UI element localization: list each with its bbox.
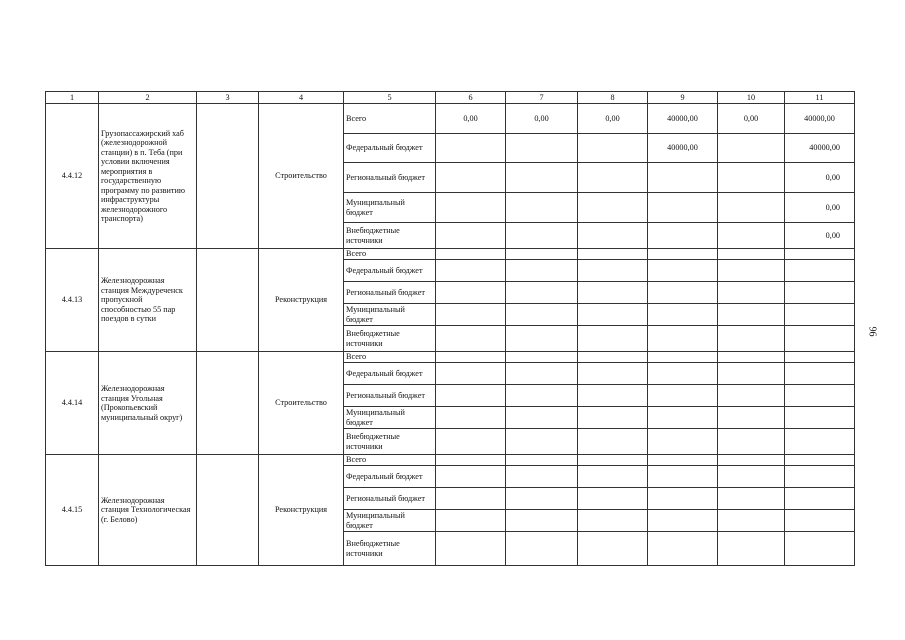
value-cell: [436, 223, 506, 249]
value-cell: [785, 510, 855, 532]
value-cell: [506, 455, 578, 466]
funding-source: Всего: [344, 104, 436, 134]
value-cell: 0,00: [785, 163, 855, 193]
header-cell: 9: [648, 92, 718, 104]
funding-source: Муниципальный бюджет: [344, 510, 436, 532]
funding-source: Всего: [344, 352, 436, 363]
value-cell: [506, 223, 578, 249]
value-cell: [718, 193, 785, 223]
item-name: Грузопассажирский хаб (железнодорожной станции) в п. Теба (при условии включения мероприятия в государственную программу по развитию инфраструктуры железнодорожного транспорта): [99, 104, 197, 249]
funding-source: Региональный бюджет: [344, 488, 436, 510]
header-cell: 4: [259, 92, 344, 104]
page-number: 96: [866, 326, 878, 337]
funding-source: Федеральный бюджет: [344, 466, 436, 488]
value-cell: [718, 163, 785, 193]
value-cell: [648, 260, 718, 282]
value-cell: [718, 260, 785, 282]
value-cell: [436, 466, 506, 488]
value-cell: [436, 163, 506, 193]
header-cell: 1: [46, 92, 99, 104]
value-cell: [718, 304, 785, 326]
funding-source: Всего: [344, 249, 436, 260]
value-cell: [718, 407, 785, 429]
value-cell: 0,00: [718, 104, 785, 134]
value-cell: [718, 363, 785, 385]
value-cell: [436, 134, 506, 163]
value-cell: [578, 407, 648, 429]
item-number: 4.4.12: [46, 104, 99, 249]
value-cell: [578, 510, 648, 532]
value-cell: [785, 532, 855, 566]
value-cell: [506, 407, 578, 429]
value-cell: [578, 193, 648, 223]
header-row: [46, 92, 855, 104]
value-cell: [436, 352, 506, 363]
item-name: Железнодорожная станция Угольная (Прокопьевский муниципальный округ): [99, 352, 197, 455]
value-cell: [718, 282, 785, 304]
value-cell: [785, 363, 855, 385]
header-cell: 2: [99, 92, 197, 104]
value-cell: [785, 429, 855, 455]
value-cell: [436, 429, 506, 455]
value-cell: [648, 304, 718, 326]
item-name: Железнодорожная станция Технологическая (г. Белово): [99, 455, 197, 566]
value-cell: [648, 223, 718, 249]
item-type: Строительство: [259, 352, 344, 455]
value-cell: [578, 363, 648, 385]
value-cell: [506, 282, 578, 304]
value-cell: [506, 260, 578, 282]
value-cell: [436, 488, 506, 510]
value-cell: [785, 304, 855, 326]
funding-source: Внебюджетные источники: [344, 326, 436, 352]
value-cell: [436, 385, 506, 407]
item-col3: [197, 352, 259, 455]
funding-source: Федеральный бюджет: [344, 260, 436, 282]
budget-table: [45, 91, 855, 566]
value-cell: [718, 532, 785, 566]
value-cell: [436, 532, 506, 566]
value-cell: [718, 466, 785, 488]
item-number: 4.4.15: [46, 455, 99, 566]
funding-source: Внебюджетные источники: [344, 532, 436, 566]
header-cell: 11: [785, 92, 855, 104]
table-row: [46, 104, 855, 134]
item-number: 4.4.14: [46, 352, 99, 455]
value-cell: [506, 326, 578, 352]
value-cell: [436, 363, 506, 385]
value-cell: [578, 282, 648, 304]
item-type: Строительство: [259, 104, 344, 249]
funding-source: Всего: [344, 455, 436, 466]
header-cell: 3: [197, 92, 259, 104]
item-number: 4.4.13: [46, 249, 99, 352]
value-cell: [648, 249, 718, 260]
value-cell: [785, 455, 855, 466]
value-cell: 0,00: [506, 104, 578, 134]
value-cell: [785, 352, 855, 363]
value-cell: [648, 193, 718, 223]
value-cell: [578, 352, 648, 363]
value-cell: [506, 532, 578, 566]
funding-source: Региональный бюджет: [344, 385, 436, 407]
table-row: [46, 249, 855, 260]
value-cell: 40000,00: [648, 134, 718, 163]
value-cell: [506, 488, 578, 510]
value-cell: [436, 260, 506, 282]
value-cell: [436, 407, 506, 429]
value-cell: [578, 455, 648, 466]
value-cell: [506, 304, 578, 326]
header-cell: 7: [506, 92, 578, 104]
table-body: [46, 92, 855, 566]
value-cell: [436, 249, 506, 260]
value-cell: [718, 455, 785, 466]
item-col3: [197, 455, 259, 566]
table-row: [46, 455, 855, 466]
value-cell: [578, 304, 648, 326]
value-cell: [648, 488, 718, 510]
value-cell: [578, 488, 648, 510]
value-cell: [648, 363, 718, 385]
value-cell: [648, 163, 718, 193]
value-cell: [648, 352, 718, 363]
value-cell: [718, 249, 785, 260]
value-cell: [785, 385, 855, 407]
value-cell: 0,00: [436, 104, 506, 134]
item-name: Железнодорожная станция Междуреченск пропускной способностью 55 пар поездов в сутки: [99, 249, 197, 352]
value-cell: [506, 363, 578, 385]
value-cell: [578, 466, 648, 488]
funding-source: Внебюджетные источники: [344, 223, 436, 249]
value-cell: [648, 385, 718, 407]
value-cell: [506, 429, 578, 455]
value-cell: [506, 134, 578, 163]
funding-source: Муниципальный бюджет: [344, 304, 436, 326]
value-cell: [578, 134, 648, 163]
funding-source: Региональный бюджет: [344, 163, 436, 193]
value-cell: 0,00: [785, 223, 855, 249]
value-cell: [436, 193, 506, 223]
funding-source: Муниципальный бюджет: [344, 407, 436, 429]
value-cell: [578, 429, 648, 455]
value-cell: 40000,00: [785, 104, 855, 134]
value-cell: [506, 510, 578, 532]
value-cell: [648, 466, 718, 488]
value-cell: [578, 532, 648, 566]
value-cell: [785, 326, 855, 352]
value-cell: [578, 249, 648, 260]
value-cell: [718, 488, 785, 510]
value-cell: [785, 249, 855, 260]
value-cell: [718, 510, 785, 532]
value-cell: [648, 326, 718, 352]
value-cell: [718, 352, 785, 363]
value-cell: [506, 193, 578, 223]
value-cell: [648, 407, 718, 429]
value-cell: [648, 282, 718, 304]
value-cell: 0,00: [578, 104, 648, 134]
value-cell: [718, 134, 785, 163]
value-cell: [785, 282, 855, 304]
value-cell: [436, 455, 506, 466]
value-cell: [506, 385, 578, 407]
value-cell: [718, 326, 785, 352]
value-cell: [506, 352, 578, 363]
item-type: Реконструкция: [259, 455, 344, 566]
header-cell: 8: [578, 92, 648, 104]
value-cell: [578, 223, 648, 249]
funding-source: Внебюджетные источники: [344, 429, 436, 455]
value-cell: 0,00: [785, 193, 855, 223]
value-cell: [436, 326, 506, 352]
value-cell: [718, 223, 785, 249]
value-cell: [648, 429, 718, 455]
item-col3: [197, 104, 259, 249]
value-cell: [578, 260, 648, 282]
value-cell: 40000,00: [785, 134, 855, 163]
value-cell: 40000,00: [648, 104, 718, 134]
funding-source: Региональный бюджет: [344, 282, 436, 304]
header-cell: 5: [344, 92, 436, 104]
funding-source: Федеральный бюджет: [344, 134, 436, 163]
value-cell: [506, 163, 578, 193]
header-cell: 6: [436, 92, 506, 104]
funding-source: Федеральный бюджет: [344, 363, 436, 385]
table-row: [46, 352, 855, 363]
value-cell: [785, 260, 855, 282]
value-cell: [436, 510, 506, 532]
value-cell: [785, 488, 855, 510]
item-col3: [197, 249, 259, 352]
value-cell: [436, 282, 506, 304]
value-cell: [785, 466, 855, 488]
item-type: Реконструкция: [259, 249, 344, 352]
value-cell: [578, 385, 648, 407]
value-cell: [506, 466, 578, 488]
value-cell: [785, 407, 855, 429]
value-cell: [436, 304, 506, 326]
funding-source: Муниципальный бюджет: [344, 193, 436, 223]
value-cell: [718, 385, 785, 407]
header-cell: 10: [718, 92, 785, 104]
value-cell: [648, 510, 718, 532]
value-cell: [648, 532, 718, 566]
value-cell: [718, 429, 785, 455]
value-cell: [578, 326, 648, 352]
value-cell: [648, 455, 718, 466]
value-cell: [506, 249, 578, 260]
value-cell: [578, 163, 648, 193]
